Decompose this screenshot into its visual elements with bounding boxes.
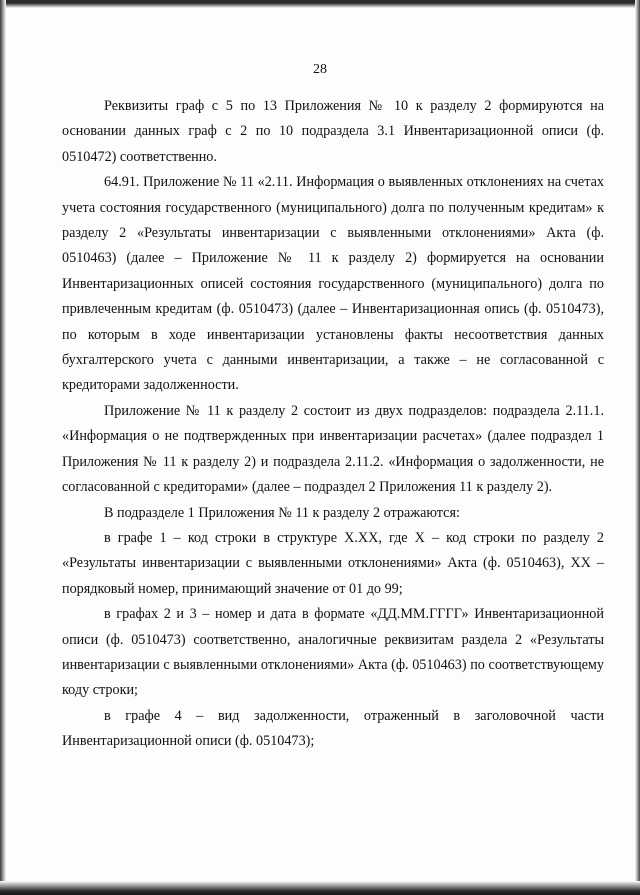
document-body (62, 94, 604, 755)
scan-edge-left (0, 0, 6, 895)
paragraph: Приложение № 11 к разделу 2 состоит из двух подразделов: подраздела 2.11.1. «Информация о не подтвержденных при инвентаризации расчетах» (далее подраздел 1 Приложения № 11 к разделу 2) и подраздела 2.11.2. «Информация о задолженности, не согласованной с кредиторами» (далее – подраздел 2 Приложения 11 к разделу 2). (62, 402, 604, 496)
paragraph: Реквизиты граф с 5 по 13 Приложения № 10 к разделу 2 формируются на основании данных граф с 2 по 10 подраздела 3.1 Инвентаризационной описи (ф. 0510472) соответственно. (62, 98, 604, 165)
paragraph: в графе 1 – код строки в структуре X.XX, где X – код строки по разделу 2 «Результаты инвентаризации с выявленными отклонениями» Акта (ф. 0510463), XX – порядковый номер, принимающий значение от 01 до 99; (62, 529, 604, 597)
scan-edge-top (0, 0, 640, 8)
paragraph: в графах 2 и 3 – номер и дата в формате «ДД.ММ.ГГГГ» Инвентаризационной описи (ф. 0510473) соответственно, аналогичные реквизитам раздела 2 «Результаты инвентаризации с выявленными отклонениями» Акта (ф. 0510463) по соответствующему коду строки; (62, 606, 604, 699)
scan-edge-right (635, 0, 640, 895)
paragraph: 64.91. Приложение № 11 «2.11. Информация о выявленных отклонениях на счетах учета состояния государственного (муниципального) долга по полученным кредитам» к разделу 2 «Результаты инвентаризации с выявленными отклонениями» Акта (ф. 0510463) (далее – Приложение № 11 к разделу 2) формируется на основании Инвентаризационных описей состояния государственного (муниципального) долга по привлеченным кредитам (ф. 0510473) (далее – Инвентаризационная опись (ф. 0510473), по которым в ходе инвентаризации установлены факты несоответствия данных бухгалтерского учета с данными инвентаризации, а также – не согласованной с кредиторами задолженности. (62, 174, 604, 394)
paragraph: в графе 4 – вид задолженности, отраженный в заголовочной части Инвентаризационной описи (ф. 0510473); (62, 707, 604, 750)
page-number: 28 (313, 62, 327, 77)
paragraph: В подразделе 1 Приложения № 11 к разделу 2 отражаются: (104, 504, 460, 521)
scan-edge-bottom (0, 881, 640, 895)
